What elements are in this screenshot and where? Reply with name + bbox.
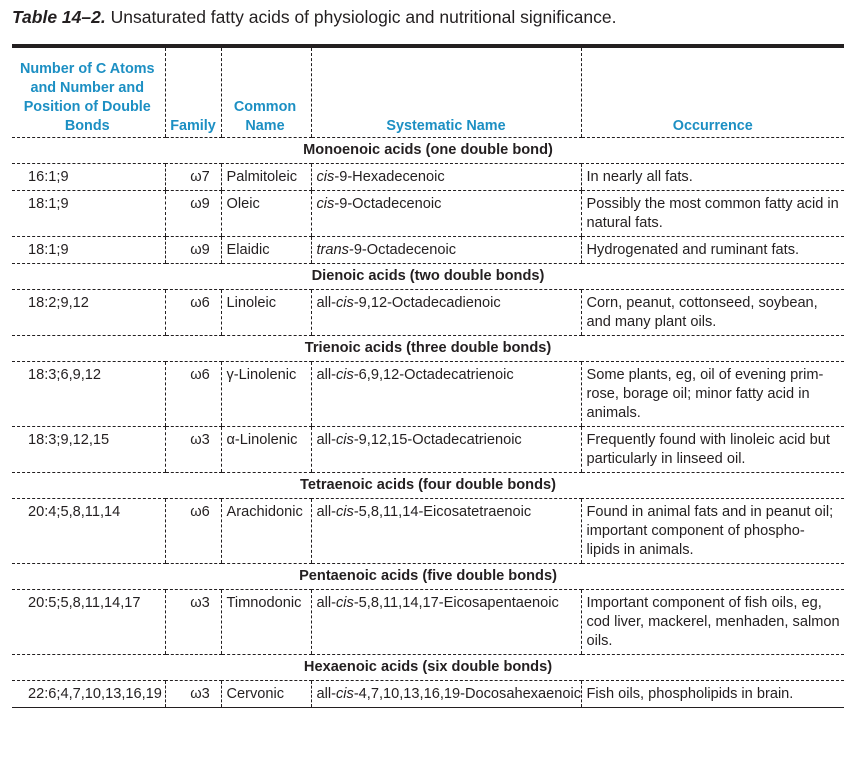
cell-common-name: Palmitoleic xyxy=(221,164,311,191)
systematic-prefix: all- xyxy=(316,295,336,311)
cell-family: ω9 xyxy=(165,237,221,264)
cell-systematic-name xyxy=(311,590,581,655)
section-heading-row xyxy=(12,473,844,499)
systematic-isomer: cis xyxy=(335,686,354,702)
table-row xyxy=(12,191,844,237)
section-heading-row xyxy=(12,336,844,362)
systematic-isomer: cis xyxy=(316,169,335,185)
cell-occurrence: Hydrogenated and ruminant fats. xyxy=(581,237,844,264)
cell-carbon-notation: 22:6;4,7,10,13,16,19 xyxy=(12,681,165,708)
systematic-isomer: cis xyxy=(316,196,335,212)
systematic-suffix: -5,8,11,14-Eicosatetraenoic xyxy=(353,504,532,520)
cell-carbon-notation: 20:5;5,8,11,14,17 xyxy=(12,590,165,655)
cell-systematic-name xyxy=(311,191,581,237)
section-heading: Trienoic acids (three double bonds) xyxy=(12,336,844,362)
table-caption: Unsaturated fatty acids of physiologic and nutritional significance. xyxy=(110,7,617,27)
cell-occurrence: In nearly all fats. xyxy=(581,164,844,191)
section-heading: Monoenoic acids (one double bond) xyxy=(12,138,844,164)
systematic-prefix: all- xyxy=(316,686,336,702)
cell-carbon-notation: 18:2;9,12 xyxy=(12,290,165,336)
cell-occurrence: Possibly the most common fatty acid in natural fats. xyxy=(581,191,844,237)
cell-carbon-notation: 18:1;9 xyxy=(12,191,165,237)
cell-family: ω9 xyxy=(165,191,221,237)
table-row xyxy=(12,499,844,564)
cell-carbon-notation: 20:4;5,8,11,14 xyxy=(12,499,165,564)
table-body xyxy=(12,138,844,708)
table-row xyxy=(12,290,844,336)
systematic-isomer: trans xyxy=(316,242,349,258)
cell-family: ω3 xyxy=(165,427,221,473)
section-heading-row xyxy=(12,138,844,164)
cell-carbon-notation: 18:3;9,12,15 xyxy=(12,427,165,473)
cell-occurrence: Found in animal fats and in peanut oil; important component of phospho- lipids in animals. xyxy=(581,499,844,564)
cell-systematic-name xyxy=(311,427,581,473)
systematic-suffix: -4,7,10,13,16,19-Docosahexaenoic xyxy=(353,686,581,702)
systematic-suffix: -9-Octadecenoic xyxy=(334,196,442,212)
section-heading-row xyxy=(12,264,844,290)
cell-common-name: γ-Linolenic xyxy=(221,362,311,427)
col-header-occurrence: Occurrence xyxy=(581,48,844,138)
cell-common-name: Timnodonic xyxy=(221,590,311,655)
cell-carbon-notation: 16:1;9 xyxy=(12,164,165,191)
systematic-isomer: cis xyxy=(335,367,354,383)
cell-occurrence: Corn, peanut, cottonseed, soybean, and many plant oils. xyxy=(581,290,844,336)
cell-occurrence: Important component of fish oils, eg, cod liver, mackerel, menhaden, salmon oils. xyxy=(581,590,844,655)
cell-family: ω7 xyxy=(165,164,221,191)
section-heading: Pentaenoic acids (five double bonds) xyxy=(12,564,844,590)
table-number: Table 14–2. xyxy=(12,7,106,27)
cell-family: ω6 xyxy=(165,362,221,427)
col-header-common-name: Common Name xyxy=(221,48,311,138)
section-heading: Tetraenoic acids (four double bonds) xyxy=(12,473,844,499)
cell-occurrence: Fish oils, phospholipids in brain. xyxy=(581,681,844,708)
col-header-systematic-name: Systematic Name xyxy=(311,48,581,138)
section-heading: Dienoic acids (two double bonds) xyxy=(12,264,844,290)
cell-systematic-name xyxy=(311,499,581,564)
systematic-suffix: -6,9,12-Octadecatrienoic xyxy=(353,367,514,383)
header-row xyxy=(12,48,844,138)
cell-family: ω3 xyxy=(165,681,221,708)
systematic-suffix: -5,8,11,14,17-Eicosapentaenoic xyxy=(353,595,559,611)
table-title xyxy=(12,5,852,29)
table-row xyxy=(12,681,844,708)
systematic-prefix: all- xyxy=(316,595,336,611)
cell-carbon-notation: 18:3;6,9,12 xyxy=(12,362,165,427)
cell-systematic-name xyxy=(311,290,581,336)
systematic-suffix: -9-Hexadecenoic xyxy=(334,169,445,185)
cell-occurrence: Some plants, eg, oil of evening prim- rose, borage oil; minor fatty acid in animals. xyxy=(581,362,844,427)
cell-systematic-name xyxy=(311,362,581,427)
systematic-isomer: cis xyxy=(335,432,354,448)
table-row xyxy=(12,237,844,264)
cell-common-name: Linoleic xyxy=(221,290,311,336)
systematic-prefix: all- xyxy=(316,367,336,383)
col-header-carbon: Number of C Atoms and Number and Position of Double Bonds xyxy=(12,48,165,138)
cell-common-name: Cervonic xyxy=(221,681,311,708)
cell-carbon-notation: 18:1;9 xyxy=(12,237,165,264)
table-row xyxy=(12,164,844,191)
cell-family: ω6 xyxy=(165,499,221,564)
col-header-family: Family xyxy=(165,48,221,138)
table-row xyxy=(12,362,844,427)
cell-occurrence: Frequently found with linoleic acid but particularly in linseed oil. xyxy=(581,427,844,473)
cell-common-name: Oleic xyxy=(221,191,311,237)
table-row xyxy=(12,427,844,473)
cell-systematic-name xyxy=(311,237,581,264)
cell-family: ω3 xyxy=(165,590,221,655)
systematic-suffix: -9-Octadecenoic xyxy=(348,242,457,258)
cell-common-name: Elaidic xyxy=(221,237,311,264)
cell-family: ω6 xyxy=(165,290,221,336)
systematic-suffix: -9,12-Octadecadienoic xyxy=(353,295,501,311)
systematic-suffix: -9,12,15-Octadecatrienoic xyxy=(353,432,522,448)
systematic-isomer: cis xyxy=(335,595,354,611)
cell-common-name: Arachidonic xyxy=(221,499,311,564)
table-row xyxy=(12,590,844,655)
systematic-prefix: all- xyxy=(316,432,336,448)
systematic-isomer: cis xyxy=(335,295,354,311)
section-heading-row xyxy=(12,564,844,590)
section-heading-row xyxy=(12,655,844,681)
fatty-acids-table xyxy=(12,48,844,708)
systematic-prefix: all- xyxy=(316,504,336,520)
section-heading: Hexaenoic acids (six double bonds) xyxy=(12,655,844,681)
cell-common-name: α-Linolenic xyxy=(221,427,311,473)
systematic-isomer: cis xyxy=(335,504,354,520)
cell-systematic-name xyxy=(311,164,581,191)
cell-systematic-name xyxy=(311,681,581,708)
